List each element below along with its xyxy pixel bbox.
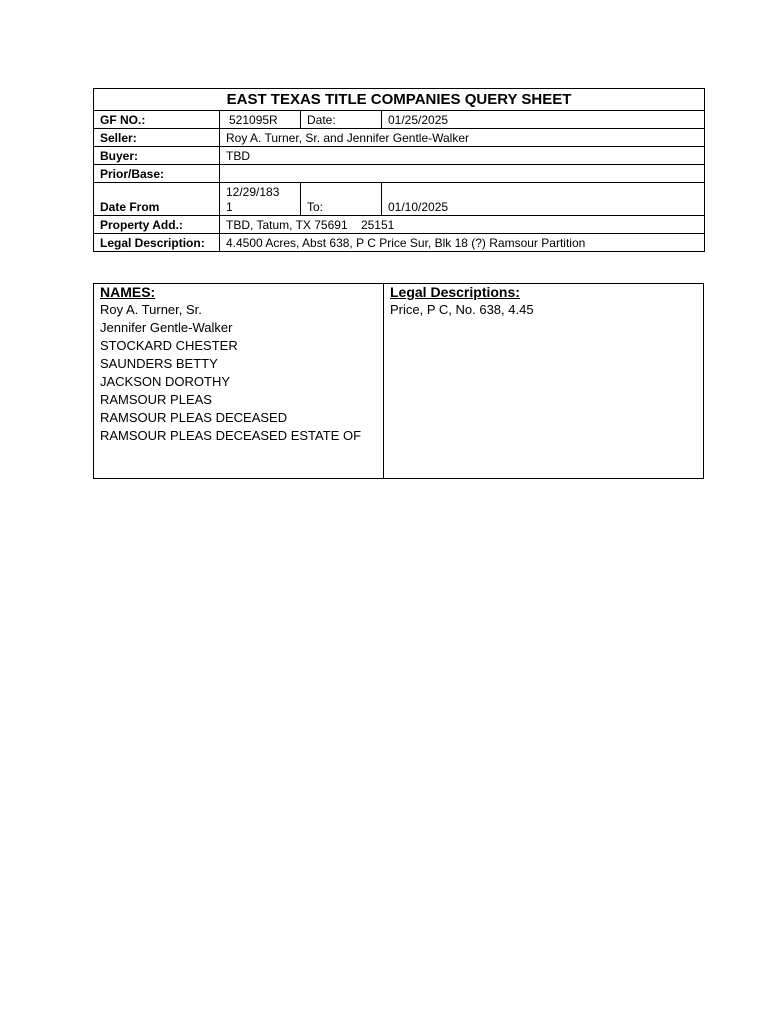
date-label: Date: <box>301 111 382 129</box>
prior-label: Prior/Base: <box>94 165 220 183</box>
gf-value: 521095R <box>220 111 301 129</box>
date-from-label: Date From <box>94 183 220 216</box>
legal-row <box>94 234 705 252</box>
prior-value <box>220 165 705 183</box>
names-heading: NAMES: <box>100 284 156 300</box>
date-range-row <box>94 183 705 216</box>
legal-descriptions-list <box>390 301 697 319</box>
query-sheet-table <box>93 88 705 252</box>
property-label: Property Add.: <box>94 216 220 234</box>
property-value: TBD, Tatum, TX 75691 25151 <box>220 216 705 234</box>
legal-description-item: Price, P C, No. 638, 4.45 <box>390 302 534 317</box>
seller-label: Seller: <box>94 129 220 147</box>
name-item: Jennifer Gentle-Walker <box>100 320 233 335</box>
names-column <box>94 284 384 478</box>
legal-value: 4.4500 Acres, Abst 638, P C Price Sur, Blk 18 (?) Ramsour Partition <box>220 234 705 252</box>
name-item: Roy A. Turner, Sr. <box>100 302 202 317</box>
name-item: JACKSON DOROTHY <box>100 374 231 389</box>
to-value: 01/10/2025 <box>382 183 705 216</box>
names-list <box>100 301 377 445</box>
name-item: SAUNDERS BETTY <box>100 356 218 371</box>
gf-label: GF NO.: <box>94 111 220 129</box>
name-item: STOCKARD CHESTER <box>100 338 238 353</box>
name-item: RAMSOUR PLEAS DECEASED <box>100 410 288 425</box>
gf-row <box>94 111 705 129</box>
seller-value: Roy A. Turner, Sr. and Jennifer Gentle-Walker <box>220 129 705 147</box>
buyer-value: TBD <box>220 147 705 165</box>
date-from-value-line2: 1 <box>226 200 233 214</box>
buyer-label: Buyer: <box>94 147 220 165</box>
legal-label: Legal Description: <box>94 234 220 252</box>
names-and-legal-box <box>93 283 704 479</box>
property-row <box>94 216 705 234</box>
title-row <box>94 89 705 111</box>
to-label: To: <box>301 183 382 216</box>
date-value: 01/25/2025 <box>382 111 705 129</box>
seller-row <box>94 129 705 147</box>
name-item: RAMSOUR PLEAS <box>100 392 212 407</box>
name-item: RAMSOUR PLEAS DECEASED ESTATE OF <box>100 428 362 443</box>
date-from-value-line1: 12/29/183 <box>226 185 280 199</box>
sheet-title: EAST TEXAS TITLE COMPANIES QUERY SHEET <box>94 89 705 111</box>
buyer-row <box>94 147 705 165</box>
legal-descriptions-column <box>384 284 703 478</box>
prior-row <box>94 165 705 183</box>
date-from-value <box>220 183 301 216</box>
legal-descriptions-heading: Legal Descriptions: <box>390 284 520 300</box>
